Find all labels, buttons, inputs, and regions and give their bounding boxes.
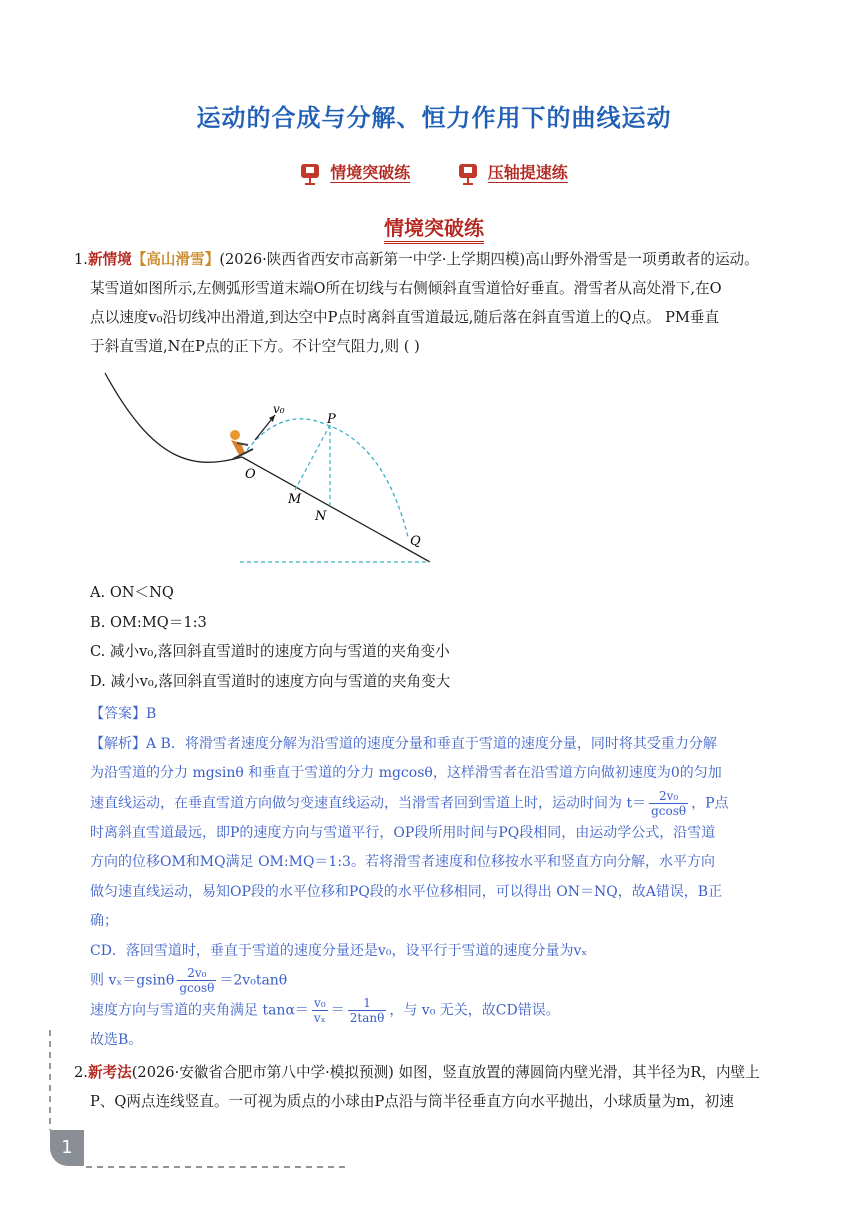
skier-icon: [230, 430, 253, 459]
tab-situation-label: 情境突破练: [330, 163, 411, 182]
fraction: $\frac{1}{2\tan\theta}$: [349, 996, 385, 1025]
fraction: $\frac{\text{2v₀}}{gcos\theta}$: [651, 788, 687, 818]
section-title: 情境突破练: [0, 212, 868, 241]
label-M: M: [288, 492, 302, 507]
pm-line: [295, 425, 330, 490]
tab-challenge-label: 压轴提速练: [487, 163, 568, 182]
tab-bar: [0, 160, 868, 185]
option-b[interactable]: B. OM:MQ＝1:3: [90, 614, 207, 631]
page-title: 运动的合成与分解、恒力作用下的曲线运动: [196, 104, 672, 132]
option-a[interactable]: A. ON＜NQ: [90, 584, 174, 601]
board-icon: [300, 163, 320, 185]
incline-slope: [242, 457, 430, 562]
answer-block: 【答案】B 【解析】A B．将滑雪者速度分解为沿雪道的速度分量和垂直于雪道的速度分量，同时将其受重力分解 为沿雪道的分力 mgsinθ 和垂直于雪道的分力 mgcosθ，这样滑雪者在沿雪道方向做初速度为0的匀加 速直线运动，在垂直雪道方向做匀变速直线运动，当滑雪者回到雪道上时，运动时间为 t＝ $\frac{\text{2v₀}}{gcos\theta}$ ，P点 时离斜直雪道最远，即P的速度方向与雪道平行，OP段所用时间与PQ段相同，由运动学公式，沿雪道 方向的位移OM和MQ满足 OM:MQ＝1:3。若将滑雪者速度和位移按水平和竖直方向分解，水平方向 做匀速直线运动，易知OP段的水平位移和PQ段的水平位移相同，可以得出 ON＝NQ，故A错误，B正 确； CD．落回雪道时，垂直于雪道的速度分量还是v₀，设平行于雪道的速度分量为vₓ 则 vₓ＝gsinθ $\frac{\text{2v₀}}{gcos\theta}$ ＝2v₀tanθ 速度方向与雪道的夹角满足 tanα＝ $\frac{\text{v₀}}{\text{vₓ}}$ ＝ $\frac{1}{2\tan\theta}$ ，与 v₀ 无关，故CD错误。 故选B。: [90, 700, 806, 1056]
label-Q: Q: [410, 534, 421, 549]
board-icon: [458, 163, 478, 185]
label-v0: v₀: [273, 402, 285, 416]
page-border-decoration: [40, 1030, 360, 1180]
question-2: 2.新考法(2026·安徽省合肥市第八中学·模拟预测) 如图，竖直放置的薄圆筒内壁光滑，其半径为R，内壁上 P、Q两点连线竖直。一可视为质点的小球由P点沿与筒半径垂直方向水平抛出，小球质量为m，初速: [74, 1064, 760, 1110]
tag-new-situation: 新情境: [87, 251, 132, 268]
label-O: O: [245, 467, 256, 482]
fraction: $\frac{\text{v₀}}{\text{vₓ}}$: [313, 996, 326, 1025]
curved-slope: [105, 373, 242, 462]
option-d[interactable]: D. 减小v₀,落回斜直雪道时的速度方向与雪道的夹角变大: [90, 673, 451, 690]
answer-label: 【答案】B: [90, 706, 157, 722]
trajectory: [247, 419, 408, 537]
question-1: 1.新情境【高山滑雪】(2026·陕西省西安市高新第一中学·上学期四模)高山野外滑雪是一项勇敢者的运动。 某雪道如图所示,左侧弧形雪道末端O所在切线与右侧倾斜直雪道恰好垂直。滑雪者从高处滑下,在O 点以速度v₀沿切线冲出滑道,到达空中P点时离斜直雪道最远,随后落在斜直雪道上的Q点。 PM垂直 于斜直雪道,N在P点的正下方。不计空气阻力,则 ( ): [74, 251, 759, 355]
label-N: N: [315, 509, 327, 524]
fraction: $\frac{\text{2v₀}}{gcos\theta}$: [179, 966, 215, 995]
tag-new-method: 新考法: [87, 1064, 132, 1081]
option-c[interactable]: C. 减小v₀,落回斜直雪道时的速度方向与雪道的夹角变小: [90, 643, 450, 660]
label-P: P: [327, 412, 336, 427]
page-number: 1: [50, 1130, 84, 1166]
tag-topic: 【高山滑雪】: [131, 251, 220, 268]
tab-challenge[interactable]: [458, 160, 568, 185]
ski-slope-figure: [95, 365, 440, 570]
tab-situation[interactable]: [300, 160, 436, 185]
